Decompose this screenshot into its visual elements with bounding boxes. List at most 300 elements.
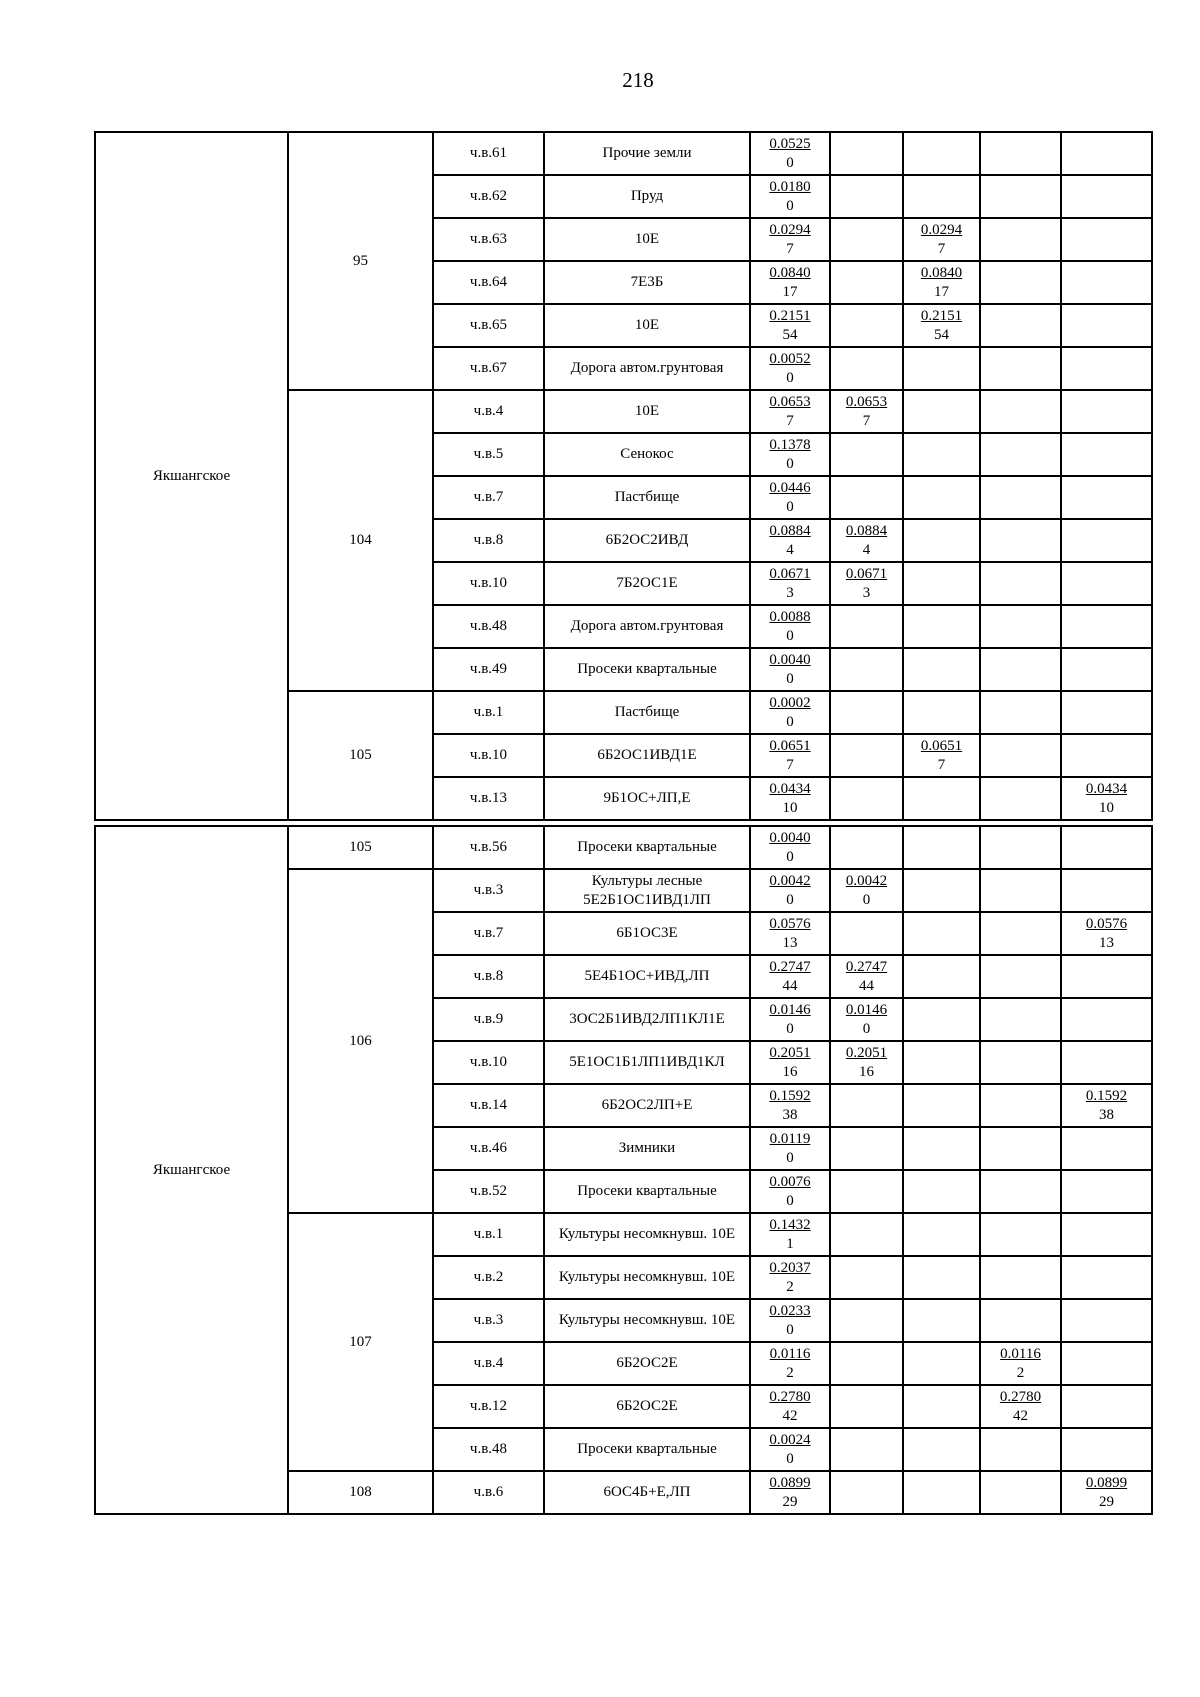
- area-fraction: [921, 221, 962, 259]
- area-value: 0.1432: [769, 1216, 811, 1233]
- plot-id-cell: ч.в.67: [433, 347, 544, 390]
- value-cell-c4: [980, 605, 1061, 648]
- quarter-cell: 105: [288, 691, 433, 820]
- value-cell-c2: [830, 562, 903, 605]
- forest-table-1: [94, 131, 1153, 821]
- value-cell-c2: [830, 998, 903, 1041]
- quarter-cell: 105: [288, 826, 433, 869]
- area-fraction: [769, 872, 810, 910]
- value-cell-c1: [750, 826, 830, 869]
- area-value: 0.0899: [769, 1474, 811, 1491]
- area-fraction: [769, 829, 810, 867]
- value-cell-c1: [750, 390, 830, 433]
- value-cell-c5: [1061, 433, 1152, 476]
- value-cell-c2: [830, 132, 903, 175]
- value-cell-c5: [1061, 826, 1152, 869]
- area-value: 0.0294: [920, 221, 963, 238]
- description-cell: 6Б1ОС3Е: [544, 912, 750, 955]
- volume-value: 38: [782, 1106, 798, 1123]
- description-cell: 6ОС4Б+Е,ЛП: [544, 1471, 750, 1514]
- area-fraction: [1086, 915, 1127, 953]
- value-cell-c5: [1061, 1299, 1152, 1342]
- value-cell-c3: [903, 1428, 980, 1471]
- value-cell-c5: [1061, 1342, 1152, 1385]
- description-cell: 5Е1ОС1Б1ЛП1ИВД1КЛ: [544, 1041, 750, 1084]
- value-cell-c2: [830, 1170, 903, 1213]
- plot-id-cell: ч.в.65: [433, 304, 544, 347]
- value-cell-c3: [903, 433, 980, 476]
- quarter-cell: 107: [288, 1213, 433, 1471]
- value-cell-c5: [1061, 691, 1152, 734]
- description-cell: Культуры несомкнувш. 10Е: [544, 1213, 750, 1256]
- plot-id-cell: ч.в.1: [433, 1213, 544, 1256]
- value-cell-c2: [830, 519, 903, 562]
- value-cell-c1: [750, 562, 830, 605]
- value-cell-c5: [1061, 347, 1152, 390]
- page-number: 218: [622, 68, 654, 92]
- description-cell: 10Е: [544, 390, 750, 433]
- area-value: 0.0146: [845, 1001, 888, 1018]
- area-value: 0.1378: [769, 436, 811, 453]
- area-fraction: [769, 737, 810, 775]
- description-cell: 6Б2ОС2Е: [544, 1342, 750, 1385]
- area-value: 0.2780: [769, 1388, 811, 1405]
- value-cell-c5: [1061, 1084, 1152, 1127]
- value-cell-c1: [750, 955, 830, 998]
- value-cell-c3: [903, 648, 980, 691]
- volume-value: 7: [786, 756, 794, 773]
- area-fraction: [921, 737, 962, 775]
- quarter-cell: 108: [288, 1471, 433, 1514]
- value-cell-c5: [1061, 998, 1152, 1041]
- value-cell-c3: [903, 218, 980, 261]
- value-cell-c5: [1061, 912, 1152, 955]
- value-cell-c3: [903, 869, 980, 912]
- value-cell-c1: [750, 433, 830, 476]
- volume-value: 0: [786, 197, 794, 214]
- volume-value: 10: [782, 799, 798, 816]
- volume-value: 17: [934, 283, 949, 300]
- area-value: 0.0899: [1085, 1474, 1128, 1491]
- area-fraction: [769, 479, 810, 517]
- plot-id-cell: ч.в.13: [433, 777, 544, 820]
- volume-value: 16: [859, 1063, 874, 1080]
- value-cell-c1: [750, 1084, 830, 1127]
- value-cell-c4: [980, 777, 1061, 820]
- area-value: 0.0884: [845, 522, 888, 539]
- volume-value: 2: [786, 1364, 794, 1381]
- volume-value: 0: [786, 1450, 794, 1467]
- plot-id-cell: ч.в.48: [433, 1428, 544, 1471]
- area-fraction: [769, 608, 810, 646]
- area-fraction: [769, 1259, 810, 1297]
- value-cell-c4: [980, 1385, 1061, 1428]
- volume-value: 3: [862, 584, 871, 601]
- value-cell-c3: [903, 691, 980, 734]
- value-cell-c4: [980, 869, 1061, 912]
- area-value: 0.2747: [845, 958, 888, 975]
- volume-value: 3: [786, 584, 794, 601]
- area-value: 0.0653: [845, 393, 888, 410]
- value-cell-c2: [830, 734, 903, 777]
- plot-id-cell: ч.в.3: [433, 869, 544, 912]
- description-cell: 6Б2ОС1ИВД1Е: [544, 734, 750, 777]
- value-cell-c5: [1061, 476, 1152, 519]
- value-cell-c2: [830, 390, 903, 433]
- area-fraction: [1000, 1388, 1041, 1426]
- volume-value: 0: [786, 713, 794, 730]
- value-cell-c3: [903, 1127, 980, 1170]
- volume-value: 7: [937, 240, 946, 257]
- value-cell-c5: [1061, 1385, 1152, 1428]
- area-fraction: [769, 565, 810, 603]
- value-cell-c3: [903, 304, 980, 347]
- volume-value: 0: [786, 1321, 794, 1338]
- value-cell-c2: [830, 869, 903, 912]
- volume-value: 0: [786, 369, 794, 386]
- value-cell-c3: [903, 175, 980, 218]
- volume-value: 4: [786, 541, 794, 558]
- volume-value: 13: [782, 934, 798, 951]
- volume-value: 10: [1099, 799, 1114, 816]
- area-value: 0.0671: [769, 565, 811, 582]
- area-fraction: [921, 307, 962, 345]
- area-value: 0.0576: [1085, 915, 1128, 932]
- volume-value: 16: [782, 1063, 798, 1080]
- area-value: 0.2037: [769, 1259, 811, 1276]
- area-fraction: [769, 221, 810, 259]
- value-cell-c4: [980, 1213, 1061, 1256]
- plot-id-cell: ч.в.52: [433, 1170, 544, 1213]
- area-fraction: [769, 307, 810, 345]
- volume-value: 7: [862, 412, 871, 429]
- description-cell: Сенокос: [544, 433, 750, 476]
- value-cell-c1: [750, 1170, 830, 1213]
- value-cell-c4: [980, 175, 1061, 218]
- volume-value: 44: [859, 977, 874, 994]
- settlement-cell: Якшангское: [95, 826, 288, 1514]
- plot-id-cell: ч.в.3: [433, 1299, 544, 1342]
- value-cell-c3: [903, 390, 980, 433]
- value-cell-c1: [750, 734, 830, 777]
- value-cell-c4: [980, 347, 1061, 390]
- area-value: 0.0884: [769, 522, 811, 539]
- plot-id-cell: ч.в.62: [433, 175, 544, 218]
- value-cell-c1: [750, 304, 830, 347]
- volume-value: 42: [782, 1407, 798, 1424]
- area-value: 0.0040: [769, 651, 811, 668]
- value-cell-c3: [903, 955, 980, 998]
- value-cell-c3: [903, 1041, 980, 1084]
- volume-value: 1: [786, 1235, 794, 1252]
- value-cell-c3: [903, 1342, 980, 1385]
- value-cell-c5: [1061, 955, 1152, 998]
- value-cell-c1: [750, 1256, 830, 1299]
- volume-value: 0: [786, 1192, 794, 1209]
- value-cell-c3: [903, 826, 980, 869]
- value-cell-c2: [830, 433, 903, 476]
- area-fraction: [769, 522, 810, 560]
- plot-id-cell: ч.в.10: [433, 562, 544, 605]
- area-value: 0.0180: [769, 178, 811, 195]
- area-value: 0.0040: [769, 829, 811, 846]
- area-value: 0.0116: [1000, 1345, 1041, 1362]
- value-cell-c5: [1061, 1213, 1152, 1256]
- value-cell-c1: [750, 691, 830, 734]
- area-value: 0.0042: [845, 872, 888, 889]
- area-value: 0.0233: [769, 1302, 811, 1319]
- plot-id-cell: ч.в.6: [433, 1471, 544, 1514]
- value-cell-c5: [1061, 734, 1152, 777]
- description-cell: 6Б2ОС2ИВД: [544, 519, 750, 562]
- value-cell-c4: [980, 304, 1061, 347]
- area-value: 0.1592: [769, 1087, 811, 1104]
- area-fraction: [769, 1173, 810, 1211]
- description-cell: 3ОС2Б1ИВД2ЛП1КЛ1Е: [544, 998, 750, 1041]
- quarter-cell: 106: [288, 869, 433, 1213]
- value-cell-c1: [750, 347, 830, 390]
- area-fraction: [769, 178, 810, 216]
- plot-id-cell: ч.в.4: [433, 1342, 544, 1385]
- value-cell-c4: [980, 1428, 1061, 1471]
- value-cell-c3: [903, 1084, 980, 1127]
- value-cell-c3: [903, 476, 980, 519]
- value-cell-c1: [750, 605, 830, 648]
- value-cell-c2: [830, 648, 903, 691]
- value-cell-c1: [750, 912, 830, 955]
- area-value: 0.0671: [845, 565, 888, 582]
- plot-id-cell: ч.в.8: [433, 955, 544, 998]
- value-cell-c2: [830, 1428, 903, 1471]
- value-cell-c4: [980, 998, 1061, 1041]
- area-fraction: [769, 1474, 810, 1512]
- value-cell-c4: [980, 1127, 1061, 1170]
- value-cell-c5: [1061, 218, 1152, 261]
- value-cell-c4: [980, 476, 1061, 519]
- area-value: 0.2051: [769, 1044, 811, 1061]
- volume-value: 29: [1099, 1493, 1114, 1510]
- area-fraction: [769, 393, 810, 431]
- value-cell-c1: [750, 1041, 830, 1084]
- volume-value: 7: [786, 412, 794, 429]
- value-cell-c5: [1061, 648, 1152, 691]
- description-cell: Прочие земли: [544, 132, 750, 175]
- value-cell-c3: [903, 562, 980, 605]
- description-cell: Дорога автом.грунтовая: [544, 605, 750, 648]
- area-fraction: [769, 958, 810, 996]
- description-cell: Просеки квартальные: [544, 1170, 750, 1213]
- value-cell-c4: [980, 1256, 1061, 1299]
- area-fraction: [1086, 780, 1127, 818]
- value-cell-c1: [750, 648, 830, 691]
- area-fraction: [1086, 1474, 1127, 1512]
- value-cell-c2: [830, 912, 903, 955]
- description-cell: 5Е4Б1ОС+ИВД,ЛП: [544, 955, 750, 998]
- area-fraction: [846, 872, 887, 910]
- area-value: 0.0146: [769, 1001, 811, 1018]
- volume-value: 54: [782, 326, 798, 343]
- plot-id-cell: ч.в.7: [433, 476, 544, 519]
- area-value: 0.0088: [769, 608, 811, 625]
- value-cell-c5: [1061, 175, 1152, 218]
- area-value: 0.0052: [769, 350, 811, 367]
- area-value: 0.0525: [769, 135, 811, 152]
- plot-id-cell: ч.в.12: [433, 1385, 544, 1428]
- volume-value: 38: [1099, 1106, 1114, 1123]
- description-cell: Культуры несомкнувш. 10Е: [544, 1299, 750, 1342]
- description-cell: Просеки квартальные: [544, 648, 750, 691]
- value-cell-c2: [830, 1127, 903, 1170]
- value-cell-c4: [980, 218, 1061, 261]
- description-cell: 9Б1ОС+ЛП,Е: [544, 777, 750, 820]
- value-cell-c3: [903, 519, 980, 562]
- value-cell-c1: [750, 1299, 830, 1342]
- area-fraction: [769, 1431, 810, 1469]
- value-cell-c4: [980, 734, 1061, 777]
- area-fraction: [846, 1001, 887, 1039]
- value-cell-c1: [750, 218, 830, 261]
- description-cell: Просеки квартальные: [544, 1428, 750, 1471]
- forest-table-2: [94, 825, 1153, 1515]
- value-cell-c1: [750, 998, 830, 1041]
- value-cell-c5: [1061, 390, 1152, 433]
- volume-value: 0: [862, 1020, 871, 1037]
- value-cell-c2: [830, 777, 903, 820]
- volume-value: 29: [782, 1493, 798, 1510]
- value-cell-c4: [980, 955, 1061, 998]
- area-fraction: [769, 1044, 810, 1082]
- description-cell: 6Б2ОС2Е: [544, 1385, 750, 1428]
- plot-id-cell: ч.в.56: [433, 826, 544, 869]
- value-cell-c5: [1061, 1170, 1152, 1213]
- value-cell-c1: [750, 1127, 830, 1170]
- area-value: 0.0434: [1085, 780, 1128, 797]
- description-cell: 7Е3Б: [544, 261, 750, 304]
- area-fraction: [769, 1302, 810, 1340]
- value-cell-c5: [1061, 1471, 1152, 1514]
- plot-id-cell: ч.в.64: [433, 261, 544, 304]
- value-cell-c2: [830, 304, 903, 347]
- value-cell-c2: [830, 347, 903, 390]
- volume-value: 0: [786, 848, 794, 865]
- value-cell-c1: [750, 1342, 830, 1385]
- area-fraction: [769, 264, 810, 302]
- plot-id-cell: ч.в.49: [433, 648, 544, 691]
- area-fraction: [1000, 1345, 1041, 1383]
- value-cell-c2: [830, 1471, 903, 1514]
- volume-value: 2: [1016, 1364, 1025, 1381]
- plot-id-cell: ч.в.1: [433, 691, 544, 734]
- value-cell-c4: [980, 1084, 1061, 1127]
- area-fraction: [846, 958, 887, 996]
- volume-value: 4: [862, 541, 871, 558]
- area-value: 0.0840: [769, 264, 811, 281]
- value-cell-c4: [980, 826, 1061, 869]
- area-value: 0.0024: [769, 1431, 811, 1448]
- value-cell-c3: [903, 1170, 980, 1213]
- value-cell-c2: [830, 826, 903, 869]
- value-cell-c2: [830, 955, 903, 998]
- plot-id-cell: ч.в.61: [433, 132, 544, 175]
- plot-id-cell: ч.в.9: [433, 998, 544, 1041]
- value-cell-c2: [830, 1041, 903, 1084]
- plot-id-cell: ч.в.4: [433, 390, 544, 433]
- value-cell-c3: [903, 1385, 980, 1428]
- value-cell-c5: [1061, 1256, 1152, 1299]
- value-cell-c5: [1061, 605, 1152, 648]
- value-cell-c4: [980, 562, 1061, 605]
- value-cell-c3: [903, 734, 980, 777]
- value-cell-c2: [830, 1299, 903, 1342]
- volume-value: 7: [937, 756, 946, 773]
- area-fraction: [846, 565, 887, 603]
- area-fraction: [769, 780, 810, 818]
- value-cell-c4: [980, 1041, 1061, 1084]
- area-fraction: [769, 651, 810, 689]
- description-cell: 6Б2ОС2ЛП+Е: [544, 1084, 750, 1127]
- quarter-cell: 95: [288, 132, 433, 390]
- value-cell-c4: [980, 691, 1061, 734]
- description-cell: Пруд: [544, 175, 750, 218]
- volume-value: 2: [786, 1278, 794, 1295]
- volume-value: 0: [786, 455, 794, 472]
- value-cell-c3: [903, 347, 980, 390]
- description-cell: 10Е: [544, 304, 750, 347]
- value-cell-c1: [750, 476, 830, 519]
- area-value: 0.0294: [769, 221, 811, 238]
- area-value: 0.0840: [920, 264, 963, 281]
- value-cell-c5: [1061, 132, 1152, 175]
- value-cell-c1: [750, 261, 830, 304]
- value-cell-c3: [903, 132, 980, 175]
- area-fraction: [769, 1388, 810, 1426]
- area-fraction: [769, 135, 810, 173]
- volume-value: 0: [786, 154, 794, 171]
- area-value: 0.0446: [769, 479, 811, 496]
- value-cell-c2: [830, 605, 903, 648]
- area-value: 0.0576: [769, 915, 811, 932]
- volume-value: 42: [1013, 1407, 1028, 1424]
- description-cell: Дорога автом.грунтовая: [544, 347, 750, 390]
- volume-value: 0: [786, 627, 794, 644]
- area-value: 0.2151: [920, 307, 963, 324]
- volume-value: 44: [782, 977, 798, 994]
- value-cell-c1: [750, 1428, 830, 1471]
- value-cell-c1: [750, 1385, 830, 1428]
- volume-value: 0: [862, 891, 871, 908]
- plot-id-cell: ч.в.46: [433, 1127, 544, 1170]
- plot-id-cell: ч.в.5: [433, 433, 544, 476]
- value-cell-c5: [1061, 261, 1152, 304]
- value-cell-c1: [750, 869, 830, 912]
- area-value: 0.0116: [769, 1345, 811, 1362]
- value-cell-c4: [980, 648, 1061, 691]
- value-cell-c1: [750, 132, 830, 175]
- area-value: 0.0042: [769, 872, 811, 889]
- value-cell-c5: [1061, 304, 1152, 347]
- area-value: 0.2780: [999, 1388, 1042, 1405]
- value-cell-c5: [1061, 562, 1152, 605]
- value-cell-c4: [980, 519, 1061, 562]
- area-value: 0.2051: [845, 1044, 888, 1061]
- value-cell-c3: [903, 777, 980, 820]
- area-value: 0.0002: [769, 694, 811, 711]
- value-cell-c1: [750, 175, 830, 218]
- value-cell-c2: [830, 175, 903, 218]
- value-cell-c2: [830, 1342, 903, 1385]
- value-cell-c3: [903, 912, 980, 955]
- area-fraction: [770, 1130, 811, 1168]
